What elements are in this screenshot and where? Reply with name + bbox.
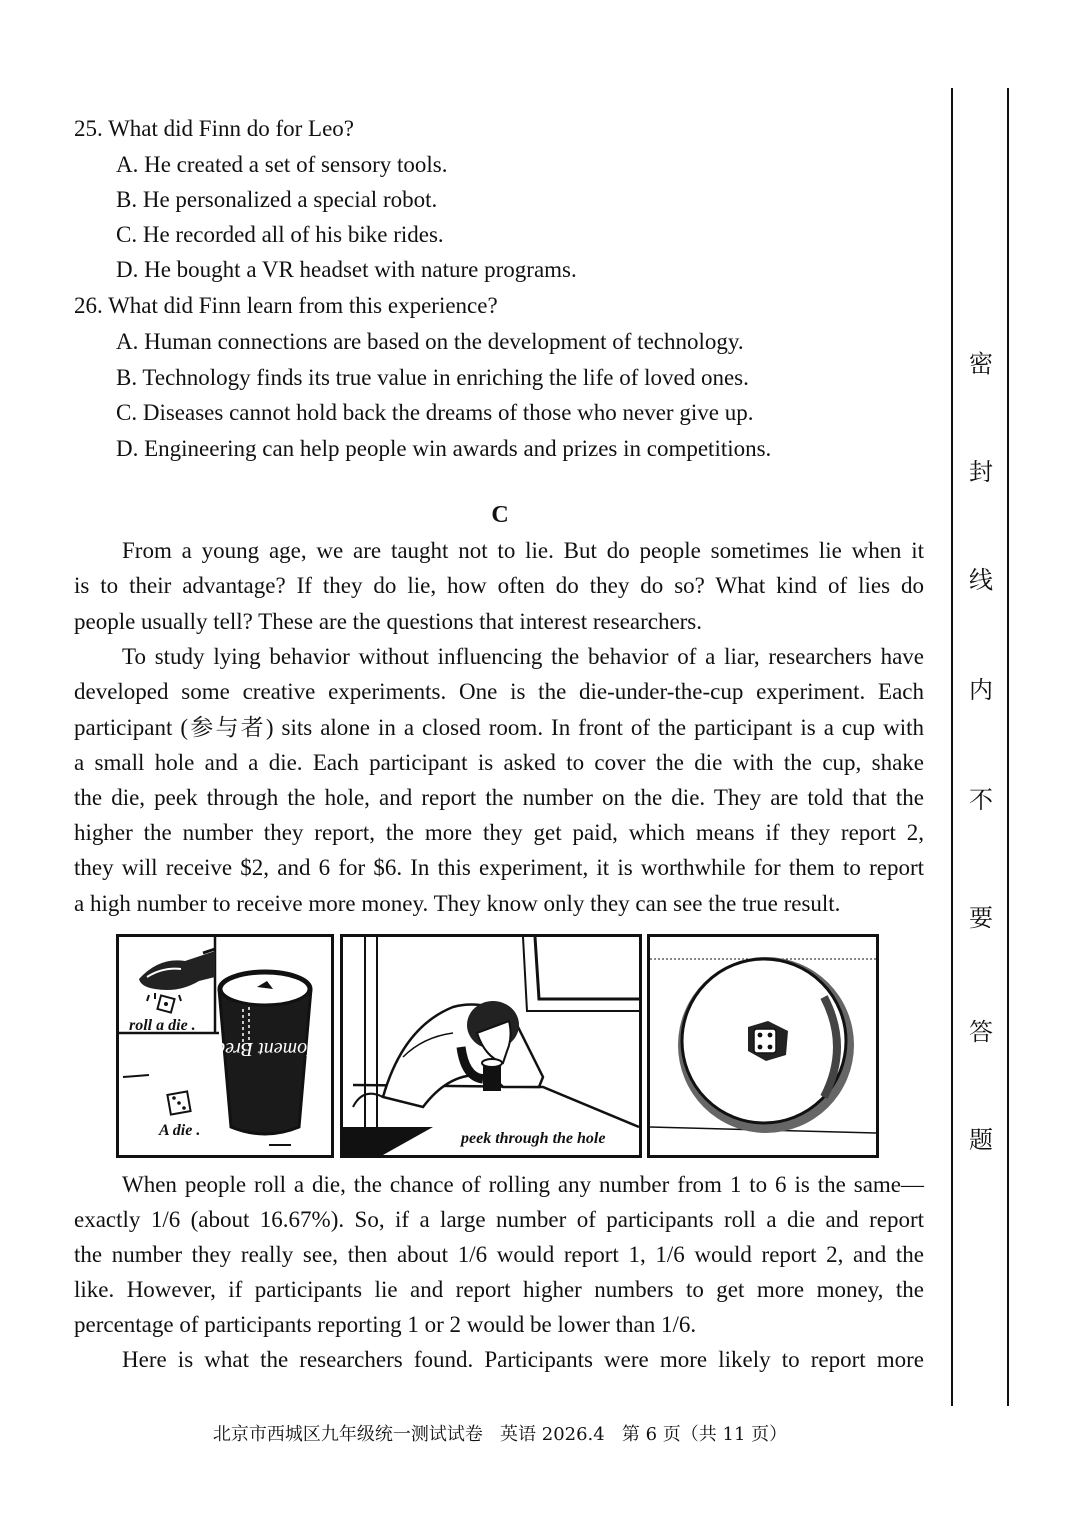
- paragraph-line: From a young age, we are taught not to lie. But do people sometimes lie when it: [122, 538, 924, 563]
- seal-char: 答: [969, 1018, 993, 1046]
- seal-char: 内: [969, 676, 993, 704]
- paragraph-line: the number they really see, then about 1/6 would report 1, 1/6 would report 2, and the: [74, 1242, 924, 1267]
- paragraph-line: they will receive $2, and 6 for $6. In this experiment, it is worthwhile for them to report: [74, 855, 924, 880]
- panel-peek: [340, 934, 642, 1158]
- question-26-option-a: A. Human connections are based on the development of technology.: [116, 329, 744, 354]
- seal-char: 封: [969, 458, 993, 486]
- caption-roll-die: roll a die .: [129, 1017, 196, 1034]
- paragraph-line: the die, peek through the hole, and report the number on the die. They are told that the: [74, 785, 924, 810]
- paragraph-line: percentage of participants reporting 1 or 2 would be lower than 1/6.: [74, 1312, 697, 1337]
- paragraph-line: Here is what the researchers found. Participants were more likely to report more: [122, 1347, 924, 1372]
- page-footer: 北京市西城区九年级统一测试试卷 英语 2026.4 第 6 页（共 11 页）: [212, 1424, 788, 1445]
- paragraph-line: a small hole and a die. Each participant is asked to cover the die with the cup, shake: [74, 750, 924, 775]
- hand-and-cup-drawing: [119, 937, 331, 1155]
- question-25-option-c: C. He recorded all of his bike rides.: [116, 222, 444, 247]
- panel-roll-die: [116, 934, 334, 1158]
- caption-a-die: A die .: [159, 1122, 201, 1139]
- question-25-option-b: B. He personalized a special robot.: [116, 187, 438, 212]
- question-26-option-c: C. Diseases cannot hold back the dreams of those who never give up.: [116, 400, 754, 425]
- panel-view: [647, 934, 879, 1158]
- paragraph-line: To study lying behavior without influencing the behavior of a liar, researchers have: [122, 644, 924, 669]
- paragraph-line: developed some creative experiments. One is the die-under-the-cup experiment. Each: [74, 679, 924, 704]
- question-25-option-d: D. He bought a VR headset with nature programs.: [116, 257, 577, 282]
- die-through-hole-drawing: [650, 937, 876, 1155]
- question-25-stem: 25. What did Finn do for Leo?: [74, 116, 354, 141]
- paragraph-line: people usually tell? These are the questions that interest researchers.: [74, 609, 703, 634]
- paragraph-line: a high number to receive more money. They know only they can see the true result.: [74, 891, 841, 916]
- seal-line-left: [951, 88, 953, 1406]
- paragraph-line: exactly 1/6 (about 16.67%). So, if a large number of participants roll a die and report: [74, 1207, 924, 1232]
- caption-peek: peek through the hole: [461, 1130, 606, 1147]
- cup-brand-text: Moment Break: [206, 1038, 324, 1060]
- paragraph-line: When people roll a die, the chance of rolling any number from 1 to 6 is the same—: [122, 1172, 924, 1197]
- paragraph-line: participant (参与者) sits alone in a closed room. In front of the participant is a cup with: [74, 715, 924, 740]
- seal-char: 密: [969, 350, 993, 378]
- person-peeking-drawing: [343, 937, 639, 1155]
- question-26-stem: 26. What did Finn learn from this experience?: [74, 293, 498, 318]
- seal-char: 题: [969, 1126, 993, 1154]
- question-26-option-d: D. Engineering can help people win awards and prizes in competitions.: [116, 436, 772, 461]
- seal-char: 线: [969, 566, 993, 594]
- seal-char: 要: [969, 904, 993, 932]
- paragraph-line: is to their advantage? If they do lie, how often do they do so? What kind of lies do: [74, 573, 924, 598]
- question-26-option-b: B. Technology finds its true value in enriching the life of loved ones.: [116, 365, 749, 390]
- seal-line-right: [1007, 88, 1009, 1406]
- paragraph-line: higher the number they report, the more they get paid, which means if they report 2,: [74, 820, 924, 845]
- paragraph-line: like. However, if participants lie and report higher numbers to get more money, the: [74, 1277, 924, 1302]
- question-25-option-a: A. He created a set of sensory tools.: [116, 152, 448, 177]
- section-heading: C: [491, 502, 509, 528]
- seal-char: 不: [969, 786, 993, 814]
